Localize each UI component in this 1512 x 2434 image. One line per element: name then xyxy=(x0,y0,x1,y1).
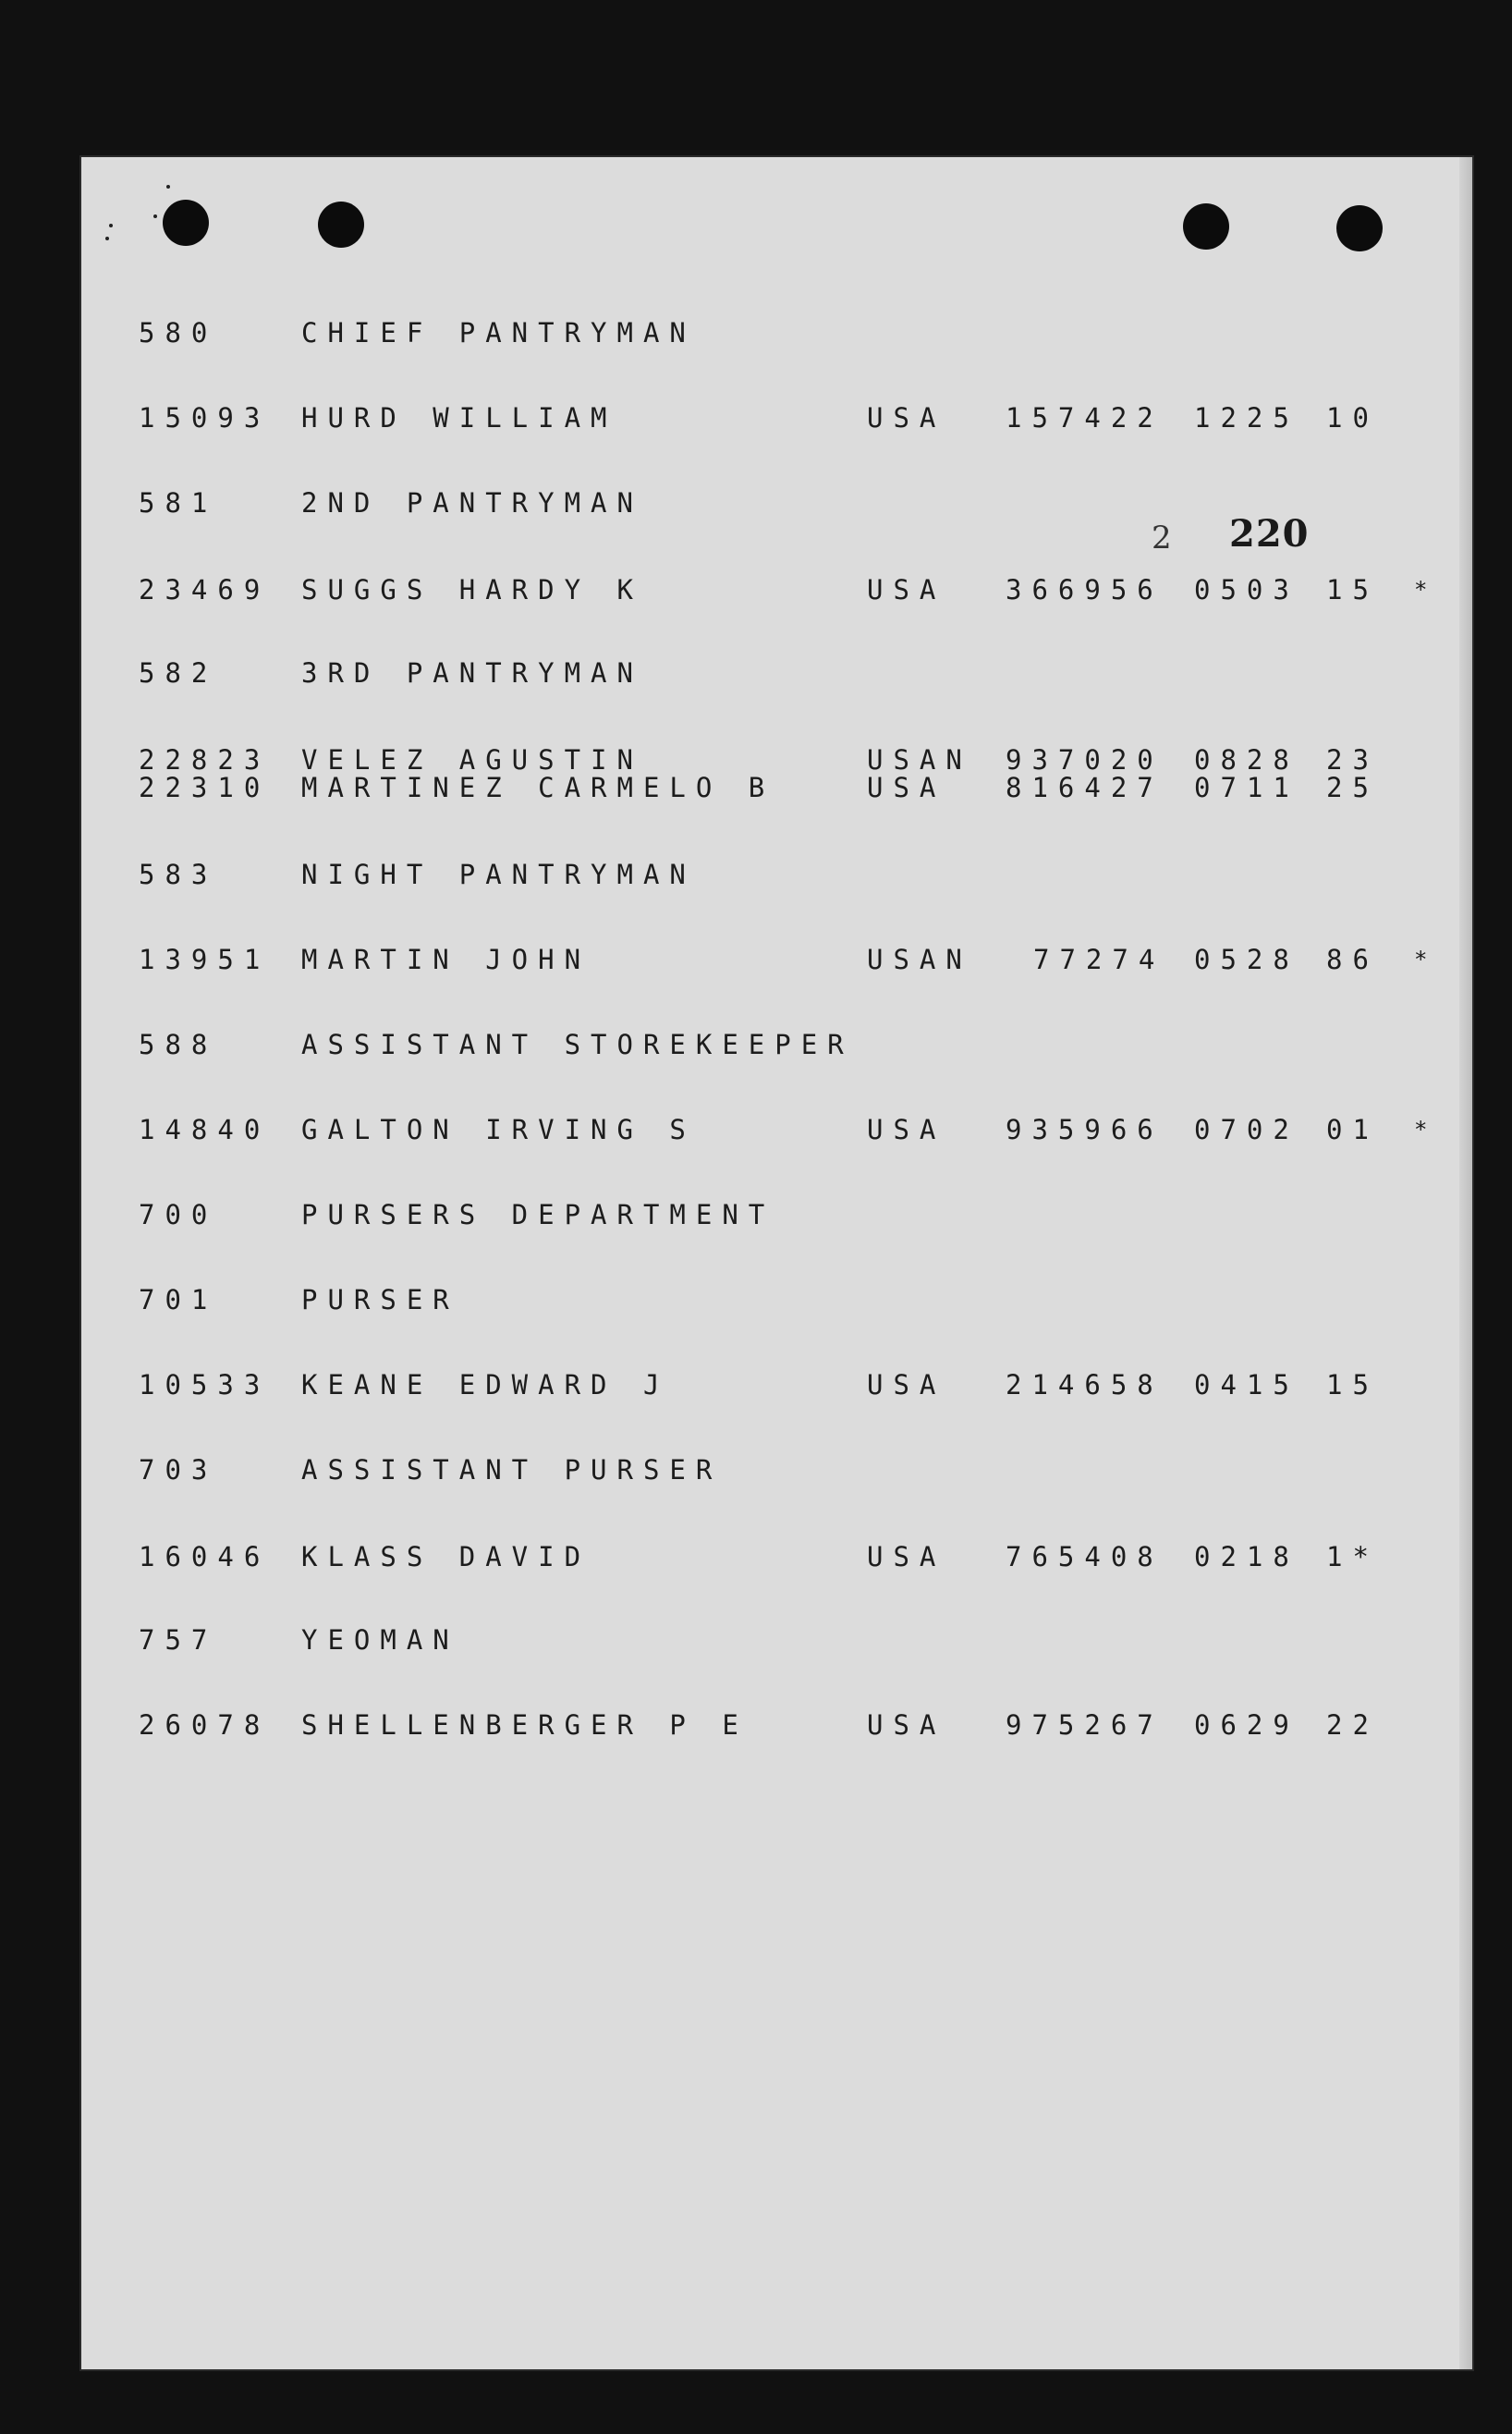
crew-year: 23 xyxy=(1326,744,1379,776)
section-code: 701 xyxy=(139,1284,218,1315)
document-page xyxy=(81,157,1472,2369)
page-number-stamp: 220 xyxy=(1229,512,1310,556)
crew-date: 0828 xyxy=(1194,744,1299,776)
crew-date: 0218 xyxy=(1194,1541,1299,1572)
crew-row xyxy=(139,943,1428,976)
crew-date: 0415 xyxy=(1194,1369,1299,1400)
section-code: 580 xyxy=(139,317,218,349)
crew-date: 0711 xyxy=(1194,772,1299,803)
section-heading xyxy=(139,1198,775,1231)
section-title: 2ND PANTRYMAN xyxy=(301,487,643,519)
crew-date: 1225 xyxy=(1194,402,1299,434)
speck xyxy=(109,224,113,227)
section-code: 588 xyxy=(139,1029,218,1060)
crew-name: MARTINEZ CARMELO B xyxy=(301,772,775,803)
stamp-mark: 2 xyxy=(1152,520,1172,557)
crew-code: 16046 xyxy=(139,1541,271,1572)
crew-date: 0629 xyxy=(1194,1709,1299,1741)
crew-year: 01 xyxy=(1326,1114,1379,1145)
crew-code: 23469 xyxy=(139,574,271,605)
crew-number: 765408 xyxy=(1006,1541,1164,1572)
section-heading xyxy=(139,316,696,349)
crew-number: 937020 xyxy=(1006,744,1164,776)
crew-year: 10 xyxy=(1326,402,1379,434)
crew-nationality: USA xyxy=(867,1369,946,1400)
section-title: 3RD PANTRYMAN xyxy=(301,657,643,689)
crew-code: 10533 xyxy=(139,1369,271,1400)
crew-row xyxy=(139,1540,1379,1573)
crew-number: 157422 xyxy=(1006,402,1164,434)
speck xyxy=(153,214,157,218)
section-code: 700 xyxy=(139,1199,218,1230)
crew-code: 14840 xyxy=(139,1114,271,1145)
speck xyxy=(166,185,170,189)
crew-number: 816427 xyxy=(1006,772,1164,803)
section-code: 583 xyxy=(139,859,218,890)
crew-code: 13951 xyxy=(139,944,271,975)
section-heading xyxy=(139,656,643,690)
crew-nationality: USA xyxy=(867,1114,946,1145)
section-title: YEOMAN xyxy=(301,1624,459,1656)
crew-nationality: USA xyxy=(867,1709,946,1741)
section-title: PURSERS DEPARTMENT xyxy=(301,1199,775,1230)
crew-code: 22823 xyxy=(139,744,271,776)
section-heading xyxy=(139,1028,854,1061)
crew-nationality: USA xyxy=(867,772,946,803)
crew-nationality: USA xyxy=(867,574,946,605)
crew-row xyxy=(139,1113,1428,1146)
crew-number: 77274 xyxy=(1033,944,1165,975)
crew-row xyxy=(139,1708,1379,1742)
crew-nationality: USA xyxy=(867,402,946,434)
crew-mark: * xyxy=(1414,1117,1428,1143)
crew-year: 22 xyxy=(1326,1709,1379,1741)
section-code: 757 xyxy=(139,1624,218,1656)
crew-year: 15 xyxy=(1326,574,1379,605)
crew-name: SHELLENBERGER P E xyxy=(301,1709,749,1741)
speck xyxy=(105,237,109,240)
crew-row xyxy=(139,573,1428,606)
section-code: 582 xyxy=(139,657,218,689)
crew-name: MARTIN JOHN xyxy=(301,944,591,975)
crew-number: 214658 xyxy=(1006,1369,1164,1400)
crew-year: 15 xyxy=(1326,1369,1379,1400)
punch-hole xyxy=(163,200,209,246)
crew-date: 0702 xyxy=(1194,1114,1299,1145)
crew-code: 26078 xyxy=(139,1709,271,1741)
section-title: NIGHT PANTRYMAN xyxy=(301,859,696,890)
section-heading xyxy=(139,858,696,891)
punch-hole xyxy=(1336,205,1383,251)
crew-name: GALTON IRVING S xyxy=(301,1114,696,1145)
crew-number: 935966 xyxy=(1006,1114,1164,1145)
section-title: ASSISTANT PURSER xyxy=(301,1454,723,1486)
crew-name: KEANE EDWARD J xyxy=(301,1369,670,1400)
crew-row xyxy=(139,401,1379,434)
section-code: 703 xyxy=(139,1454,218,1486)
section-title: PURSER xyxy=(301,1284,459,1315)
punch-hole xyxy=(1183,203,1229,250)
section-heading xyxy=(139,1283,459,1316)
crew-name: KLASS DAVID xyxy=(301,1541,591,1572)
section-code: 581 xyxy=(139,487,218,519)
punch-hole xyxy=(318,202,364,248)
crew-code: 22310 xyxy=(139,772,271,803)
page-edge xyxy=(1459,157,1472,2369)
section-heading xyxy=(139,1623,459,1657)
crew-nationality: USAN xyxy=(867,744,972,776)
crew-date: 0528 xyxy=(1194,944,1299,975)
section-title: ASSISTANT STOREKEEPER xyxy=(301,1029,854,1060)
crew-year: 86 xyxy=(1326,944,1379,975)
crew-number: 366956 xyxy=(1006,574,1164,605)
crew-year: 25 xyxy=(1326,772,1379,803)
crew-name: VELEZ AGUSTIN xyxy=(301,744,643,776)
crew-mark: * xyxy=(1414,947,1428,972)
crew-row xyxy=(139,1368,1379,1401)
section-heading xyxy=(139,486,643,520)
crew-code: 15093 xyxy=(139,402,271,434)
crew-mark: * xyxy=(1414,577,1428,603)
crew-nationality: USA xyxy=(867,1541,946,1572)
crew-name: SUGGS HARDY K xyxy=(301,574,643,605)
crew-year: 1* xyxy=(1326,1541,1379,1572)
section-heading xyxy=(139,1453,723,1486)
section-title: CHIEF PANTRYMAN xyxy=(301,317,696,349)
crew-name: HURD WILLIAM xyxy=(301,402,617,434)
crew-nationality: USAN xyxy=(867,944,972,975)
crew-number: 975267 xyxy=(1006,1709,1164,1741)
crew-date: 0503 xyxy=(1194,574,1299,605)
crew-row xyxy=(139,771,1379,804)
